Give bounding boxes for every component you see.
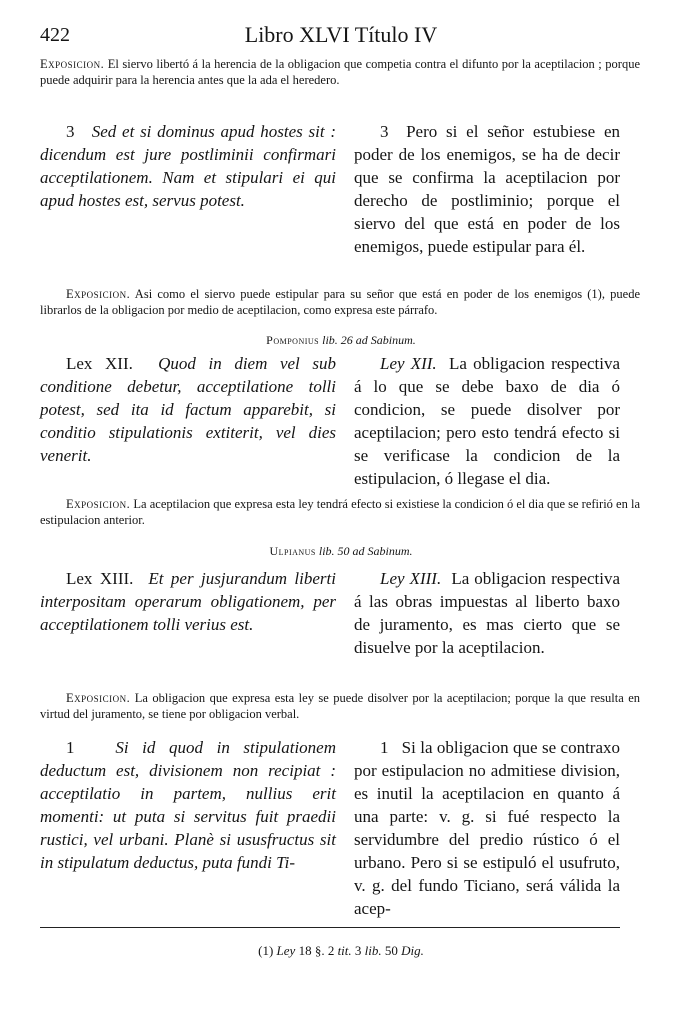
footnote-law: Ley [276,943,296,958]
footnote [0,943,682,959]
spanish-text: Si la obligacion que se contraxo por estipulacion no admitiese division, es inutil la aceptilacion en quanto á una parte: v. g. si fué respecto la servidumbre del predio rústico ó el urbano. Pero si se estipuló el usufruto, v. g. del fundo Ticiano, será válida la acep- [354,738,621,918]
source-citation: lib. 26 ad Sabinum. [322,333,416,347]
note-text: La obligacion que expresa esta ley se puede disolver por la aceptilacion; porque la que resulta en virtud del juramento, se tiene por obligacion verbal. [40,691,640,721]
paragraph-number: 1 [66,738,75,757]
lex-heading: Lex XII. [66,354,133,373]
note-text: Asi como el siervo puede estipular para su señor que está en poder de los enemigos (1), puede librarlos de la obligacion por medio de aceptilacion, como expresa este párrafo. [40,287,641,317]
latin-text: Et per jusjurandum liberti interpositam operarum obligationem, per acceptilationem tolli verius est. [40,569,336,634]
latin-paragraph-3 [40,120,336,212]
note-text: El siervo libertó á la herencia de la obligacion que competia contra el difunto por la aceptilacion ; porque puede adquirir para la herencia antes que la ada el heredero. [40,57,640,87]
lex-12-latin [40,352,336,467]
footnote-book: 50 [384,943,398,958]
footnote-num: 3 [354,943,362,958]
ley-12-spanish [354,352,620,490]
footnote-tit: tit. [337,943,352,958]
page-number: 422 [40,24,70,46]
footnote-rule [40,927,620,928]
spanish-paragraph-3 [354,120,620,258]
note-lead: Exposicion. [66,691,131,705]
jurist-name: Ulpianus [269,544,316,558]
latin-paragraph-1 [40,736,336,874]
attribution-pomponius [0,333,682,348]
spanish-text: La obligacion respectiva á lo que se debe baxo de dia ó condicion, se puede disolver por aceptilacion; pero esto tendrá efecto si se verificase la condicion de la estipulacion, ó llegase el dia. [354,354,620,488]
spanish-text: La obligacion respectiva á las obras impuestas al liberto baxo de juramento, es mas cierto que se disuelve por la aceptilacion. [354,569,620,657]
paragraph-number: 3 [66,122,75,141]
lex-13-latin [40,567,336,636]
exposition-note-1 [40,56,640,88]
running-title: Libro XLVI Título IV [244,22,438,47]
latin-text: Sed et si dominus apud hostes sit : dicendum est jure postliminii confirmari acceptilationem. Nam et stipulari ei qui apud hostes est, servus potest. [40,122,336,210]
attribution-ulpianus [0,544,682,559]
note-lead: Exposicion. [66,497,131,511]
footnote-lib: lib. [364,943,382,958]
paragraph-number: 3 [380,122,389,141]
jurist-name: Pomponius [266,333,320,347]
ley-13-spanish [354,567,620,659]
latin-text: Si id quod in stipulationem deductum est, divisionem non recipiat : acceptilatio in partem, nullius erit momenti: ut puta si servitus fuit praedii rustici, vel urbani. Planè si ususfructus sit in stipulatum deductus, puta fundi Ti- [40,738,336,872]
source-citation: lib. 50 ad Sabinum. [318,544,413,558]
exposition-note-2 [40,286,640,318]
note-text: La aceptilacion que expresa esta ley tendrá efecto si existiese la condicion ó el dia que se refirió en la estipulacion anterior. [40,497,641,527]
ley-heading: Ley XII. [380,354,437,373]
note-lead: Exposicion. [40,57,105,71]
spanish-text: Pero si el señor estubiese en poder de los enemigos, se ha de decir que se confirma la aceptilacion por derecho de postliminio; porque el siervo del que está en poder de los enemigos, puede estipular para él. [354,122,621,256]
paragraph-number: 1 [380,738,389,757]
footnote-dig: Dig. [401,943,424,958]
note-lead: Exposicion. [66,287,131,301]
lex-heading: Lex XIII. [66,569,134,588]
spanish-paragraph-1 [354,736,620,920]
ley-heading: Ley XIII. [380,569,442,588]
footnote-marker: (1) [258,943,274,958]
exposition-note-4 [40,690,640,722]
latin-text: Quod in diem vel sub conditione debetur, acceptilatione tolli potest, sed ita id factum apparebit, si conditio stipulationis extiterit, vel dies venerit. [40,354,337,465]
exposition-note-3 [40,496,640,528]
footnote-cite: 18 §. 2 [298,943,335,958]
